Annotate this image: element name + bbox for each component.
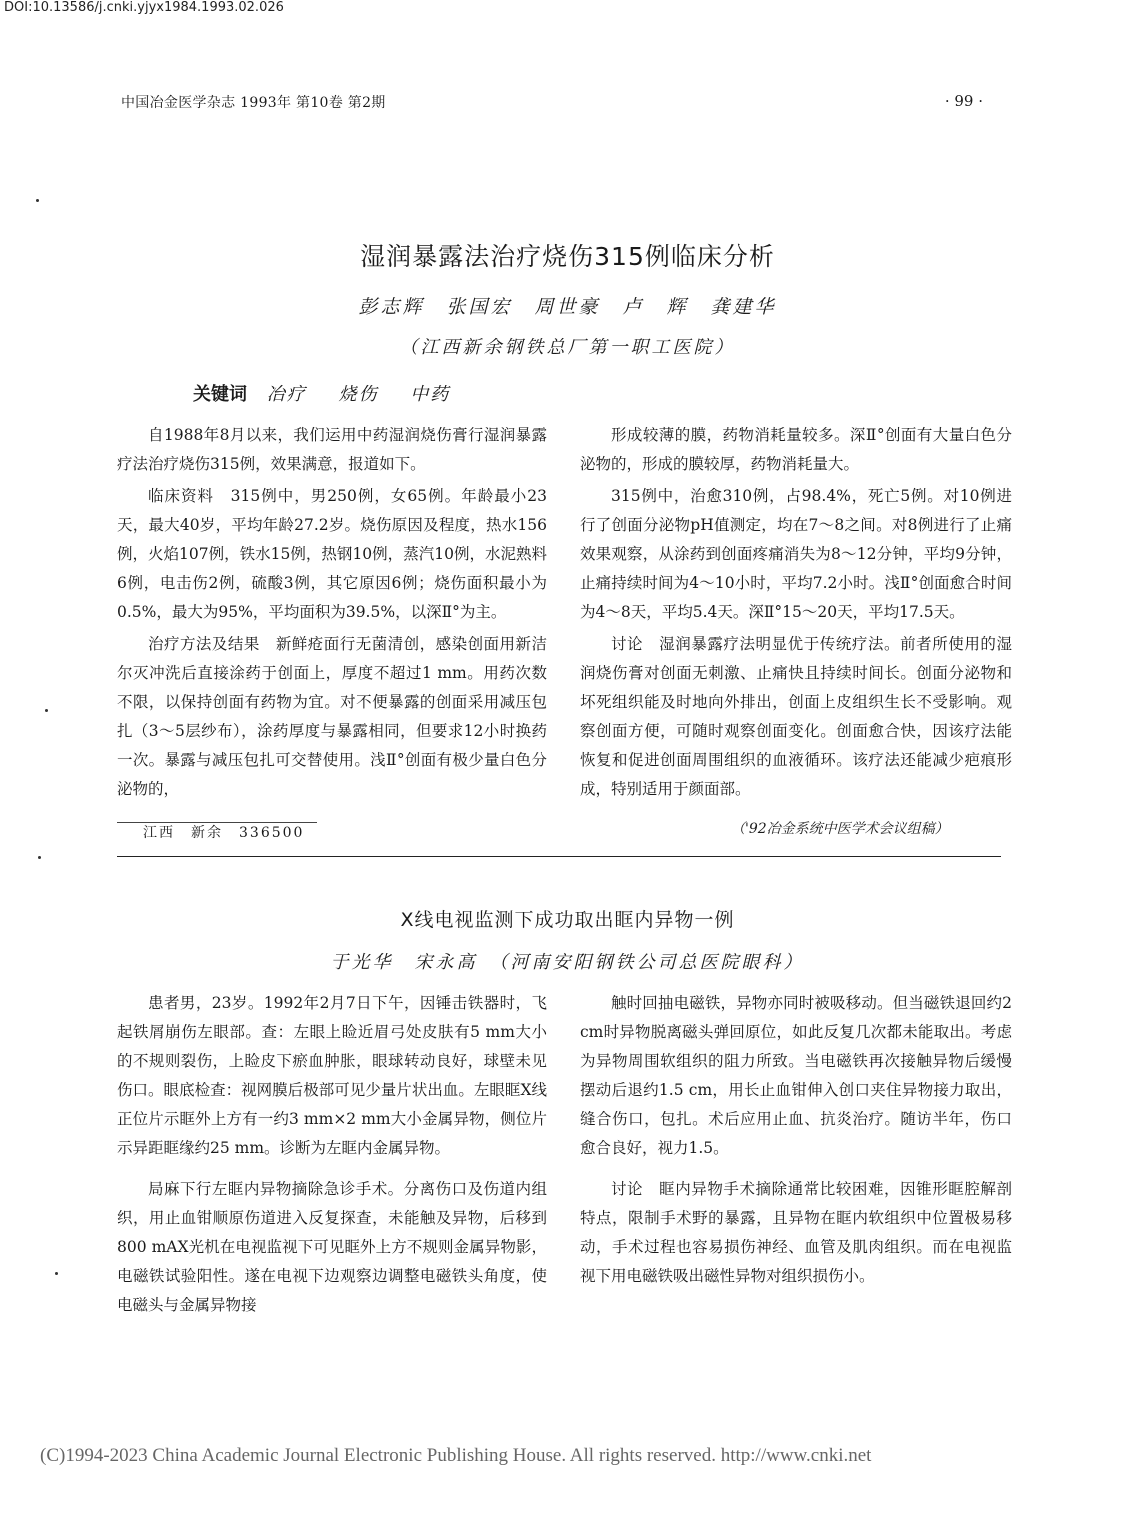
- scan-speck: [55, 1272, 58, 1275]
- paragraph: 形成较薄的膜，药物消耗量较多。深Ⅱ°创面有大量白色分泌物的，形成的膜较厚，药物消耗量大。: [580, 426, 1012, 473]
- keywords-label: 关键词: [193, 384, 247, 405]
- section-divider: [117, 856, 1001, 857]
- paragraph: 临床资料 315例中，男250例，女65例。年龄最小23天，最大40岁，平均年龄27.2岁。烧伤原因及程度，热水156例，火焰107例，铁水15例，热钢10例，蒸汽10例，水泥熟料6例，电击伤2例，硫酸3例，其它原因6例；烧伤面积最小为0.5%，最大为95%，平均面积为39.5%，以深Ⅱ°为主。: [117, 487, 547, 621]
- article2-title: X线电视监测下成功取出眶内异物一例: [400, 909, 735, 931]
- article1-left-column: [117, 421, 547, 804]
- source-note: （'92冶金系统中医学术会议组稿）: [731, 821, 949, 837]
- page-number: · 99 ·: [944, 92, 983, 110]
- article1-title: 湿润暴露法治疗烧伤315例临床分析: [360, 242, 775, 271]
- article2-left-column: [117, 989, 547, 1320]
- running-head: 中国冶金医学杂志 1993年 第10卷 第2期: [121, 95, 386, 111]
- paragraph: 局麻下行左眶内异物摘除急诊手术。分离伤口及伤道内组织，用止血钳顺原伤道进入反复探查，未能触及异物，后移到800 mAX光机在电视监视下可见眶外上方不规则金属异物影，电磁铁试验阳性。遂在电视下边观察边调整电磁铁头角度，使电磁头与金属异物接: [117, 1180, 547, 1314]
- article1-authors: 彭志辉 张国宏 周世豪 卢 辉 龚建华: [358, 296, 777, 318]
- article2-authors: 于光华 宋永高 （河南安阳钢铁公司总医院眼科）: [330, 952, 805, 973]
- paragraph: 患者男，23岁。1992年2月7日下午，因锤击铁器时，飞起铁屑崩伤左眼部。查：左眼上睑近眉弓处皮肤有5 mm大小的不规则裂伤，上睑皮下瘀血肿胀，眼球转动良好，球壁未见伤口。眼底检查：视网膜后极部可见少量片状出血。左眼眶X线正位片示眶外上方有一约3 mm×2 mm大小金属异物，侧位片示异距眶缘约25 mm。诊断为左眶内金属异物。: [117, 994, 547, 1157]
- keyword: 烧伤: [338, 384, 379, 405]
- scan-speck: [38, 856, 41, 859]
- paragraph: 治疗方法及结果 新鲜疮面行无菌清创，感染创面用新洁尔灭冲洗后直接涂药于创面上，厚度不超过1 mm。用药次数不限，以保持创面有药物为宜。对不便暴露的创面采用减压包扎（3～5层纱布），涂药厚度与暴露相同，但要求12小时换药一次。暴露与减压包扎可交替使用。浅Ⅱ°创面有极少量白色分泌物的，: [117, 635, 547, 798]
- keywords-line: [193, 380, 476, 406]
- doi-line: DOI:10.13586/j.cnki.yjyx1984.1993.02.026: [4, 0, 284, 15]
- article1-affiliation: （江西新余钢铁总厂第一职工医院）: [399, 337, 736, 358]
- paragraph: 讨论 湿润暴露疗法明显优于传统疗法。前者所使用的湿润烧伤膏对创面无刺激、止痛快且持续时间长。创面分泌物和坏死组织能及时地向外排出，创面上皮组织生长不受影响。观察创面方便，可随时观察创面变化。创面愈合快，因该疗法能恢复和促进创面周围组织的血液循环。该疗法还能减少疤痕形成，特别适用于颜面部。: [580, 635, 1012, 798]
- paragraph: 自1988年8月以来，我们运用中药湿润烧伤膏行湿润暴露疗法治疗烧伤315例，效果满意，报道如下。: [117, 426, 547, 473]
- footnote-address: 江西 新余 336500: [143, 825, 305, 841]
- keyword: 冶疗: [266, 384, 307, 405]
- scan-speck: [36, 199, 39, 202]
- article2-right-column: [580, 989, 1012, 1291]
- copyright-footer: (C)1994-2023 China Academic Journal Electronic Publishing House. All rights reserved. http://www.cnki.net: [40, 1445, 872, 1466]
- article1-right-column: [580, 421, 1012, 804]
- keyword: 中药: [410, 384, 451, 405]
- paragraph: 315例中，治愈310例，占98.4%，死亡5例。对10例进行了创面分泌物pH值测定，均在7～8之间。对8例进行了止痛效果观察，从涂药到创面疼痛消失为8～12分钟，平均9分钟，止痛持续时间为4～10小时，平均7.2小时。浅Ⅱ°创面愈合时间为4～8天，平均5.4天。深Ⅱ°15～20天，平均17.5天。: [580, 487, 1012, 621]
- scan-speck: [45, 709, 48, 712]
- paragraph: 触时回抽电磁铁，异物亦同时被吸移动。但当磁铁退回约2 cm时异物脱离磁头弹回原位，如此反复几次都未能取出。考虑为异物周围软组织的阻力所致。当电磁铁再次接触异物后缓慢摆动后退约1.5 cm，用长止血钳伸入创口夹住异物接力取出，缝合伤口，包扎。术后应用止血、抗炎治疗。随访半年，伤口愈合良好，视力1.5。: [580, 994, 1012, 1157]
- paragraph: 讨论 眶内异物手术摘除通常比较困难，因锥形眶腔解剖特点，限制手术野的暴露，且异物在眶内软组织中位置极易移动，手术过程也容易损伤神经、血管及肌肉组织。而在电视监视下用电磁铁吸出磁性异物对组织损伤小。: [580, 1180, 1012, 1285]
